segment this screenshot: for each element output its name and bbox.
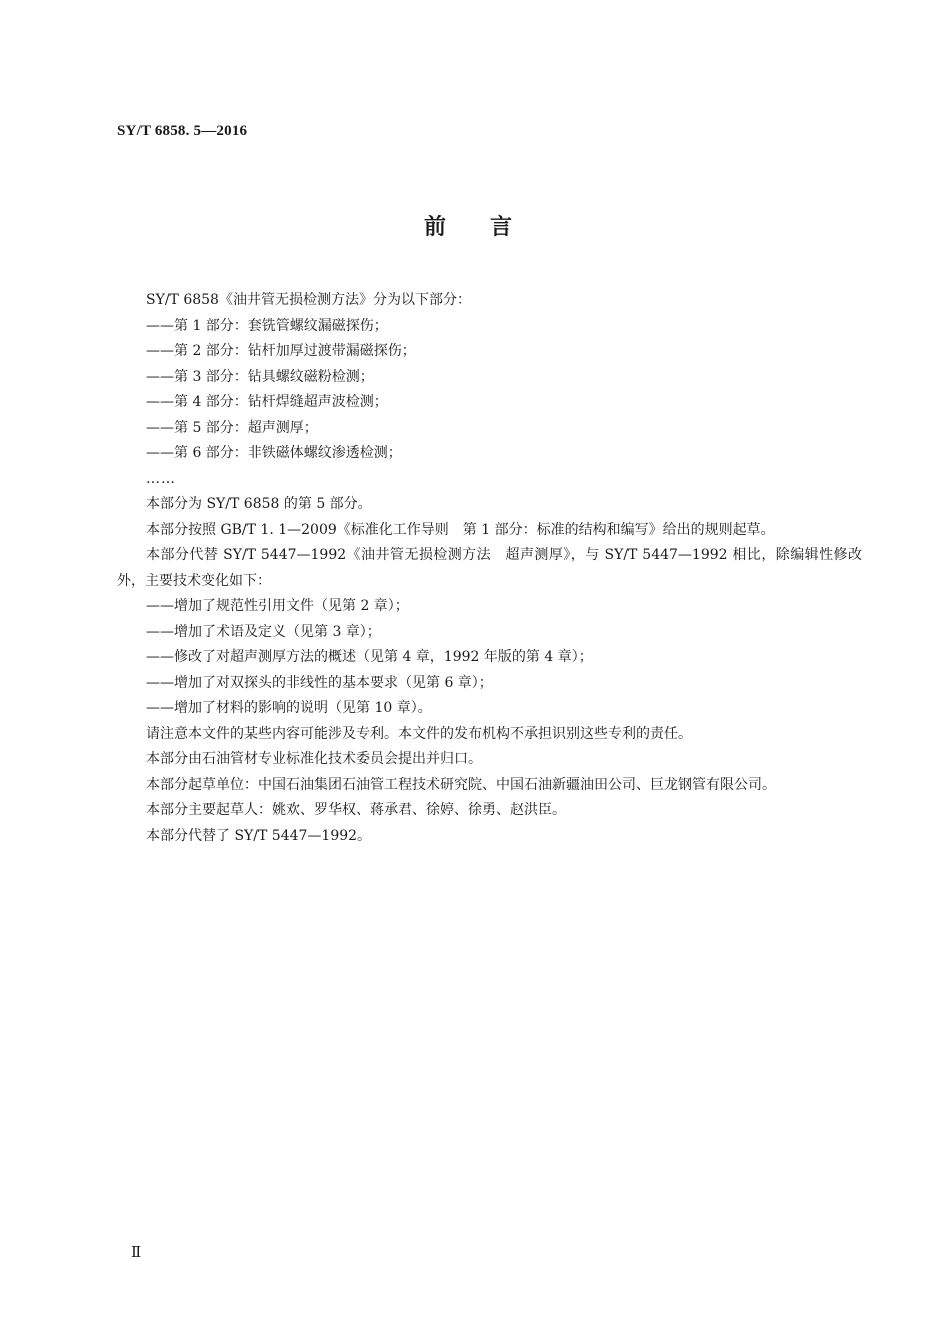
drafting-rules-paragraph: 本部分按照 GB/T 1. 1—2009《标准化工作导则 第 1 部分：标准的结构和编写》给出的规则起草。: [146, 521, 775, 538]
intro-paragraph: SY/T 6858《油井管无损检测方法》分为以下部分：: [146, 292, 471, 308]
drafters-paragraph: 本部分主要起草人：姚欢、罗华权、蒋承君、徐婷、徐勇、赵洪臣。: [146, 802, 566, 818]
list-item: ——第 3 部分：钻具螺纹磁粉检测；: [146, 368, 374, 385]
foreword-body: [117, 288, 862, 849]
proposed-by-paragraph: 本部分由石油管材专业标准化技术委员会提出并归口。: [146, 751, 482, 767]
ellipsis: ……: [146, 470, 176, 487]
page-number: Ⅱ: [131, 1245, 142, 1261]
standard-code: SY/T 6858. 5—2016: [117, 123, 248, 139]
parts-list: [117, 314, 862, 493]
page-title: 前言: [423, 215, 556, 240]
list-item: ——第 5 部分：超声测厚；: [146, 419, 318, 436]
list-item: ——增加了规范性引用文件（见第 2 章）；: [146, 598, 409, 614]
changes-list: [117, 594, 862, 722]
list-item: ——增加了对双探头的非线性的基本要求（见第 6 章）；: [146, 674, 493, 691]
superseded-paragraph: 本部分代替了 SY/T 5447—1992。: [146, 827, 372, 844]
list-item: ——第 1 部分：套铣管螺纹漏磁探伤；: [146, 317, 388, 334]
drafting-units-paragraph: 本部分起草单位：中国石油集团石油管工程技术研究院、中国石油新疆油田公司、巨龙钢管有限公司。: [146, 776, 776, 793]
list-item: ——修改了对超声测厚方法的概述（见第 4 章，1992 年版的第 4 章）；: [146, 649, 593, 665]
list-item: ——第 4 部分：钻杆焊缝超声波检测；: [146, 394, 388, 410]
list-item: ——第 2 部分：钻杆加厚过渡带漏磁探伤；: [146, 343, 416, 359]
list-item: ——第 6 部分：非铁磁体螺纹渗透检测；: [146, 445, 402, 461]
list-item: ——增加了术语及定义（见第 3 章）；: [146, 623, 381, 640]
this-part-paragraph: 本部分为 SY/T 6858 的第 5 部分。: [146, 496, 372, 512]
patent-paragraph: 请注意本文件的某些内容可能涉及专利。本文件的发布机构不承担识别这些专利的责任。: [146, 725, 692, 742]
replaces-paragraph: 本部分代替 SY/T 5447—1992《油井管无损检测方法 超声测厚》，与 SY/T 5447—1992 相比，除编辑性修改外，主要技术变化如下：: [117, 547, 862, 589]
list-item: ——增加了材料的影响的说明（见第 10 章）。: [146, 700, 432, 716]
